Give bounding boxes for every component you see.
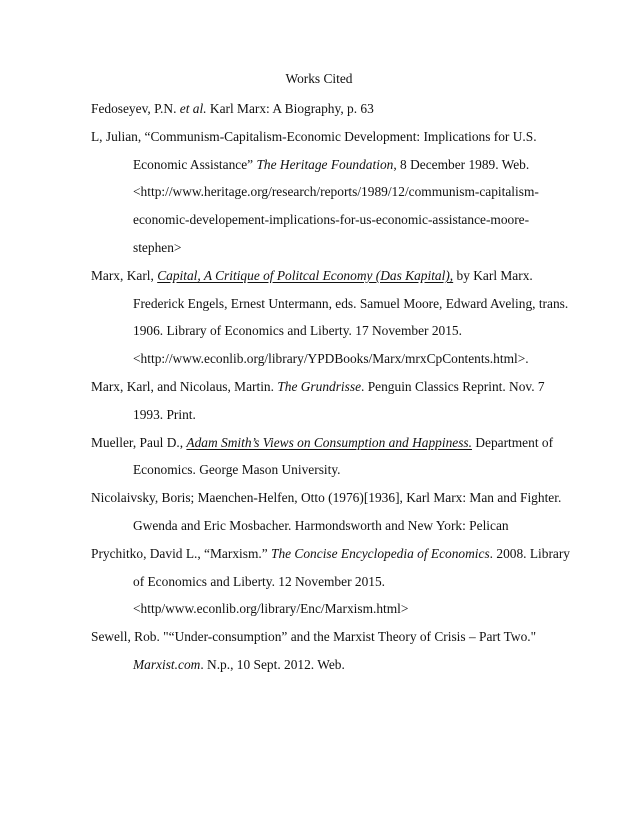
citation-text: Frederick Engels, Ernest Untermann, eds. Samuel Moore, Edward Aveling, trans. <box>133 295 569 311</box>
citation-text: Fedoseyev, P.N. <box>91 101 180 116</box>
citation-text: Gwenda and Eric Mosbacher. Harmondsworth and New York: Pelican <box>133 518 509 533</box>
citation-italic-text[interactable]: Capital, A Critique of Politcal Economy (Das Kapital), <box>157 267 454 283</box>
citation-line <box>91 545 570 563</box>
citation-text: 1906. Library of Economics and Liberty. 17 November 2015. <box>133 323 462 339</box>
citation-line <box>133 156 529 174</box>
page-title: Works Cited <box>285 71 353 86</box>
citation-text: , 8 December 1989. Web. <box>393 156 530 172</box>
citation-text: Sewell, Rob. "“Under-consumption” and the Marxist Theory of Crisis – Part Two." <box>91 629 537 645</box>
citation-line <box>91 628 536 646</box>
citation-text: Karl Marx: A Biography, p. 63 <box>206 101 374 116</box>
citation-text: . N.p., 10 Sept. 2012. Web. <box>200 657 345 672</box>
citation-line <box>133 573 385 591</box>
citation-text: by Karl Marx. <box>453 267 533 283</box>
citation-line <box>91 100 374 118</box>
citation-text: economic-developement-implications-for-us-economic-assistance-moore- <box>133 212 530 228</box>
citation-text: Nicolaivsky, Boris; Maenchen-Helfen, Otto (1976)[1936], Karl Marx: Man and Fighter. <box>91 490 562 506</box>
citation-line <box>91 489 561 507</box>
citation-text: <http://www.econlib.org/library/YPDBooks/Marx/mrxCpContents.html>. <box>133 351 529 367</box>
citation-line <box>91 378 545 396</box>
citation-line <box>133 350 529 368</box>
citation-line <box>133 461 341 479</box>
citation-line <box>133 295 568 313</box>
citation-italic-text[interactable]: Adam Smith’s Views on Consumption and Happiness. <box>186 434 472 450</box>
citation-line <box>133 322 462 340</box>
citation-line <box>91 434 553 452</box>
citation-italic-text: et al. <box>179 101 207 116</box>
citation-italic-text: Marxist.com <box>133 657 201 672</box>
citation-text: Marx, Karl, and Nicolaus, Martin. <box>91 379 278 394</box>
citation-line <box>91 128 537 146</box>
citation-text: stephen> <box>133 240 182 255</box>
citation-text: . 2008. Library <box>489 545 570 561</box>
citation-text: Marx, Karl, <box>91 267 158 283</box>
citation-text: Economic Assistance” <box>133 156 257 172</box>
citation-line <box>133 406 196 424</box>
citation-text: . Penguin Classics Reprint. Nov. 7 <box>361 379 545 394</box>
citation-line <box>133 517 509 535</box>
citation-line <box>133 600 408 618</box>
citation-text: L, Julian, “Communism-Capitalism-Economic Development: Implications for U.S. <box>91 128 537 144</box>
citation-text: <http/www.econlib.org/library/Enc/Marxism.html> <box>133 601 409 617</box>
citation-italic-text: The Heritage Foundation <box>256 156 394 172</box>
citation-line <box>133 656 345 674</box>
citation-text: Department of <box>471 434 554 450</box>
citation-line <box>91 267 533 285</box>
citation-line <box>133 183 539 201</box>
citation-line <box>133 239 181 257</box>
citation-italic-text: The Grundrisse <box>277 379 362 394</box>
citation-text: <http://www.heritage.org/research/reports/1989/12/communism-capitalism- <box>133 184 539 200</box>
citation-text: Economics. George Mason University. <box>133 462 341 478</box>
citation-text: Mueller, Paul D., <box>91 434 187 450</box>
citation-text: Prychitko, David L., “Marxism.” <box>91 545 271 561</box>
citation-text: of Economics and Liberty. 12 November 2015. <box>133 573 386 589</box>
citation-italic-text: The Concise Encyclopedia of Economics <box>271 545 490 561</box>
citation-text: 1993. Print. <box>133 406 196 422</box>
citation-line <box>133 211 529 229</box>
